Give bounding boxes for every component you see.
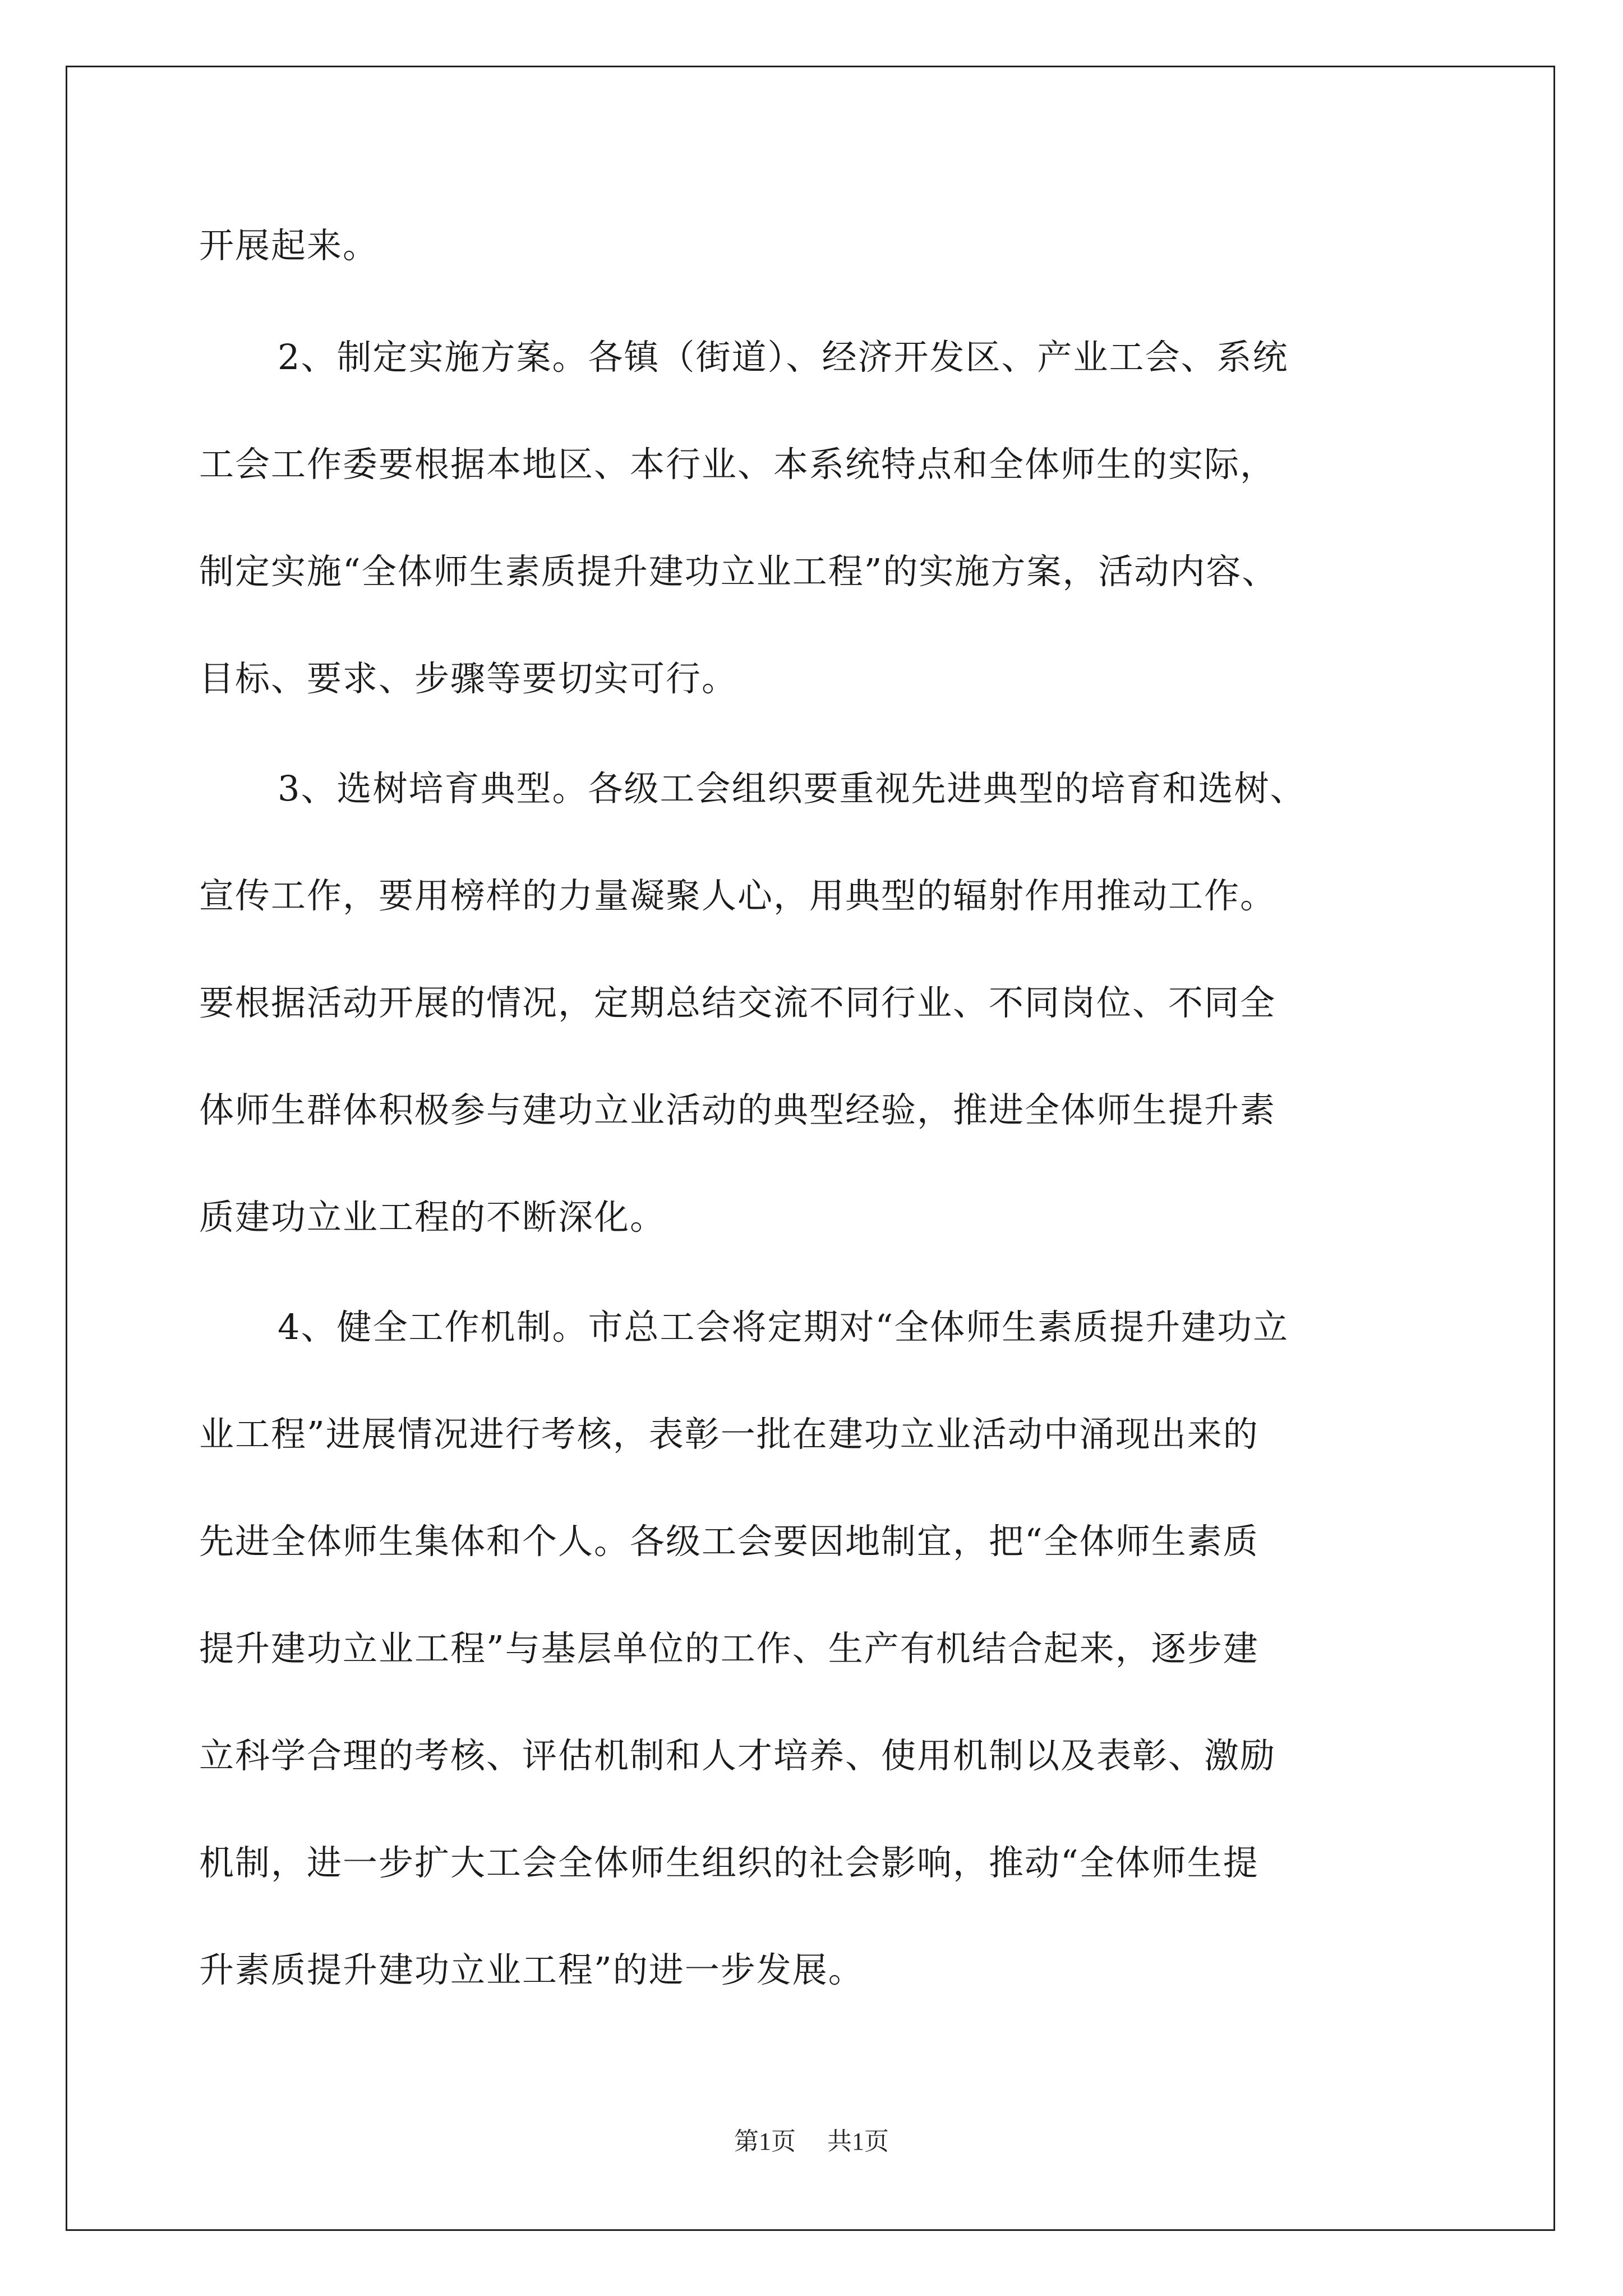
text-line: 3、选树培育典型。各级工会组织要重视先进典型的培育和选树、	[278, 768, 1306, 809]
text-line: 宣传工作，要用榜样的力量凝聚人心，用典型的辐射作用推动工作。	[199, 875, 1276, 916]
text-line: 要根据活动开展的情况，定期总结交流不同行业、不同岗位、不同全	[199, 982, 1276, 1023]
text-line: 开展起来。	[199, 225, 379, 266]
text-line: 2、制定实施方案。各镇（街道）、经济开发区、产业工会、系统	[278, 337, 1289, 378]
text-line: 立科学合理的考核、评估机制和人才培养、使用机制以及表彰、激励	[199, 1735, 1276, 1776]
text-line: 业工程”进展情况进行考核，表彰一批在建功立业活动中涌现出来的	[199, 1414, 1259, 1455]
text-line: 工会工作委要根据本地区、本行业、本系统特点和全体师生的实际，	[199, 444, 1276, 485]
text-line: 提升建功立业工程”与基层单位的工作、生产有机结合起来，逐步建	[199, 1628, 1259, 1669]
text-line: 目标、要求、步骤等要切实可行。	[199, 658, 738, 699]
page-number: 第1页	[734, 2128, 796, 2155]
text-line: 质建功立业工程的不断深化。	[199, 1197, 666, 1237]
text-line: 先进全体师生集体和个人。各级工会要因地制宜，把“全体师生素质	[199, 1521, 1259, 1562]
text-line: 制定实施“全体师生素质提升建功立业工程”的实施方案，活动内容、	[199, 551, 1278, 592]
text-line: 机制，进一步扩大工会全体师生组织的社会影响，推动“全体师生提	[199, 1842, 1259, 1883]
page-count: 共1页	[827, 2128, 889, 2155]
page-footer	[0, 2126, 1623, 2157]
text-line: 体师生群体积极参与建功立业活动的典型经验，推进全体师生提升素	[199, 1089, 1276, 1130]
text-line: 升素质提升建功立业工程”的进一步发展。	[199, 1949, 864, 1990]
text-line: 4、健全工作机制。市总工会将定期对“全体师生素质提升建功立	[278, 1306, 1289, 1347]
